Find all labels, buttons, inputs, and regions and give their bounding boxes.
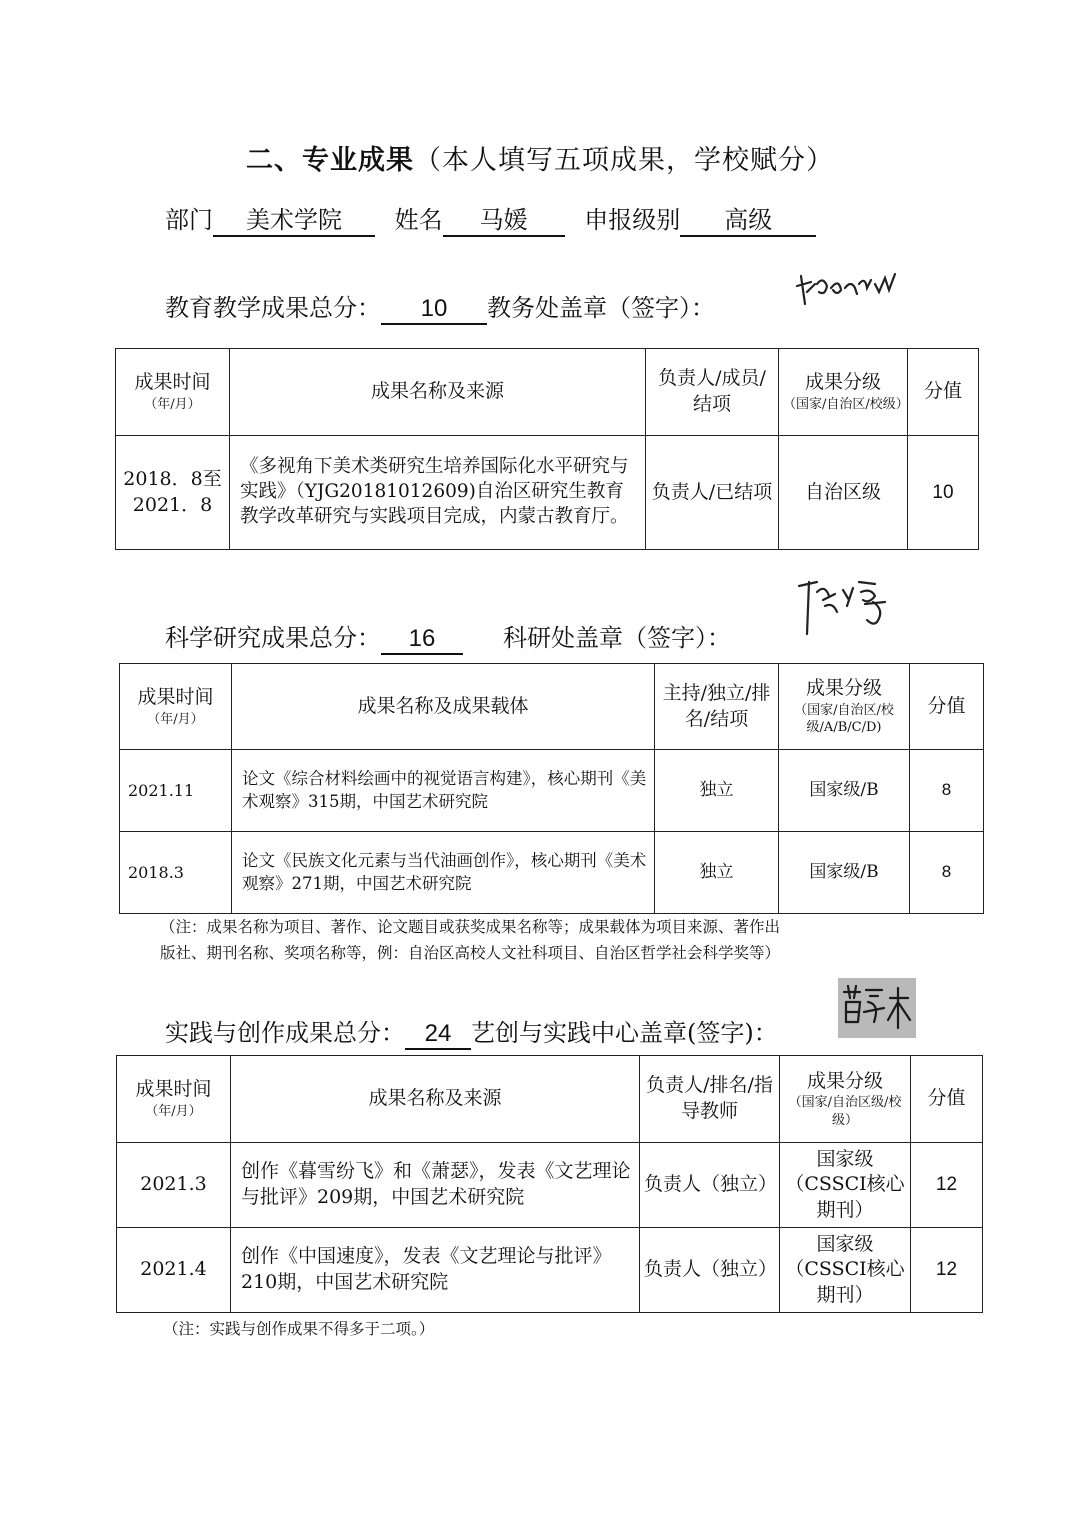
header-value: 分值 bbox=[908, 349, 979, 436]
sci-note bbox=[160, 914, 940, 966]
level-label: 申报级别 bbox=[584, 206, 681, 234]
header-time: 成果时间 （年/月） bbox=[117, 1056, 231, 1143]
sci-score: 16 bbox=[381, 625, 463, 655]
cell-grade: 国家级/B bbox=[779, 832, 910, 914]
header-time: 成果时间 （年/月） bbox=[116, 349, 230, 436]
sci-note-line1: （注：成果名称为项目、著作、论文题目或获奖成果名称等；成果载体为项目来源、著作出 bbox=[160, 918, 781, 936]
cell-grade: 国家级（CSSCI核心期刊） bbox=[780, 1143, 911, 1228]
cell-grade: 自治区级 bbox=[779, 436, 908, 550]
dept-field: 美术学院 bbox=[213, 207, 375, 237]
cell-role: 独立 bbox=[655, 750, 779, 832]
art-score-label: 实践与创作成果总分： bbox=[165, 1019, 405, 1047]
sci-table bbox=[119, 663, 984, 914]
art-score: 24 bbox=[405, 1020, 471, 1050]
header-name: 成果名称及来源 bbox=[230, 349, 646, 436]
header-role: 负责人/成员/结项 bbox=[646, 349, 779, 436]
cell-time: 2018.3 bbox=[120, 832, 232, 914]
page-title bbox=[0, 138, 1080, 177]
sci-seal-label: 科研处盖章（签字）： bbox=[503, 624, 731, 652]
sci-score-label: 科学研究成果总分： bbox=[165, 624, 381, 652]
cell-value: 12 bbox=[911, 1228, 983, 1313]
cell-name: 创作《暮雪纷飞》和《萧瑟》，发表《文艺理论与批评》209期，中国艺术研究院 bbox=[231, 1143, 640, 1228]
art-score-line bbox=[165, 1013, 778, 1050]
table-row bbox=[116, 436, 979, 550]
level-field: 高级 bbox=[680, 207, 816, 237]
name-label: 姓名 bbox=[394, 206, 443, 234]
art-seal-label: 艺创与实践中心盖章(签字)： bbox=[471, 1019, 778, 1047]
edu-score-label: 教育教学成果总分： bbox=[165, 294, 381, 322]
cell-role: 负责人（独立） bbox=[640, 1228, 780, 1313]
sci-table-header bbox=[120, 664, 984, 750]
cell-name: 论文《综合材料绘画中的视觉语言构建》，核心期刊《美术观察》315期，中国艺术研究院 bbox=[232, 750, 655, 832]
sci-note-line2: 版社、期刊名称、奖项名称等，例：自治区高校人文社科项目、自治区哲学社会科学奖等） bbox=[160, 944, 781, 962]
sci-signature bbox=[795, 574, 905, 644]
header-name: 成果名称及成果载体 bbox=[232, 664, 655, 750]
cell-grade: 国家级（CSSCI核心期刊） bbox=[780, 1228, 911, 1313]
dept-label: 部门 bbox=[165, 206, 213, 234]
cell-value: 8 bbox=[910, 832, 984, 914]
title-sub: （本人填写五项成果，学校赋分） bbox=[414, 145, 834, 176]
header-line bbox=[165, 200, 816, 237]
edu-table-header bbox=[116, 349, 979, 436]
header-role: 负责人/排名/指导教师 bbox=[640, 1056, 780, 1143]
table-row bbox=[117, 1143, 983, 1228]
cell-grade: 国家级/B bbox=[779, 750, 910, 832]
art-table-header bbox=[117, 1056, 983, 1143]
cell-name: 创作《中国速度》，发表《文艺理论与批评》210期，中国艺术研究院 bbox=[231, 1228, 640, 1313]
cell-role: 独立 bbox=[655, 832, 779, 914]
table-row bbox=[117, 1228, 983, 1313]
edu-seal-label: 教务处盖章（签字）： bbox=[487, 294, 715, 322]
cell-time: 2018．8至2021．8 bbox=[116, 436, 230, 550]
art-signature bbox=[838, 978, 916, 1038]
edu-signature bbox=[795, 262, 905, 312]
title-main: 二、专业成果 bbox=[246, 145, 414, 176]
name-field: 马媛 bbox=[443, 207, 565, 237]
art-note: （注：实践与创作成果不得多于二项。） bbox=[163, 1320, 435, 1338]
header-role: 主持/独立/排名/结项 bbox=[655, 664, 779, 750]
cell-value: 8 bbox=[910, 750, 984, 832]
header-grade: 成果分级 （国家/自治区级/校级） bbox=[780, 1056, 911, 1143]
art-table bbox=[116, 1055, 983, 1313]
cell-value: 10 bbox=[908, 436, 979, 550]
header-time: 成果时间 （年/月） bbox=[120, 664, 232, 750]
table-row bbox=[120, 832, 984, 914]
table-row bbox=[120, 750, 984, 832]
edu-table bbox=[115, 348, 979, 550]
header-grade: 成果分级 （国家/自治区/校级/A/B/C/D) bbox=[779, 664, 910, 750]
cell-time: 2021.11 bbox=[120, 750, 232, 832]
header-grade: 成果分级 （国家/自治区/校级） bbox=[779, 349, 908, 436]
cell-name: 论文《民族文化元素与当代油画创作》，核心期刊《美术观察》271期，中国艺术研究院 bbox=[232, 832, 655, 914]
cell-role: 负责人（独立） bbox=[640, 1143, 780, 1228]
header-value: 分值 bbox=[910, 664, 984, 750]
edu-score-line bbox=[165, 288, 715, 325]
cell-value: 12 bbox=[911, 1143, 983, 1228]
cell-time: 2021.3 bbox=[117, 1143, 231, 1228]
sci-score-line bbox=[165, 618, 731, 655]
header-name: 成果名称及来源 bbox=[231, 1056, 640, 1143]
cell-time: 2021.4 bbox=[117, 1228, 231, 1313]
cell-name: 《多视角下美术类研究生培养国际化水平研究与实践》（YJG20181012609)自治区研究生教育教学改革研究与实践项目完成，内蒙古教育厅。 bbox=[230, 436, 646, 550]
cell-role: 负责人/已结项 bbox=[646, 436, 779, 550]
edu-score: 10 bbox=[381, 295, 487, 325]
header-value: 分值 bbox=[911, 1056, 983, 1143]
